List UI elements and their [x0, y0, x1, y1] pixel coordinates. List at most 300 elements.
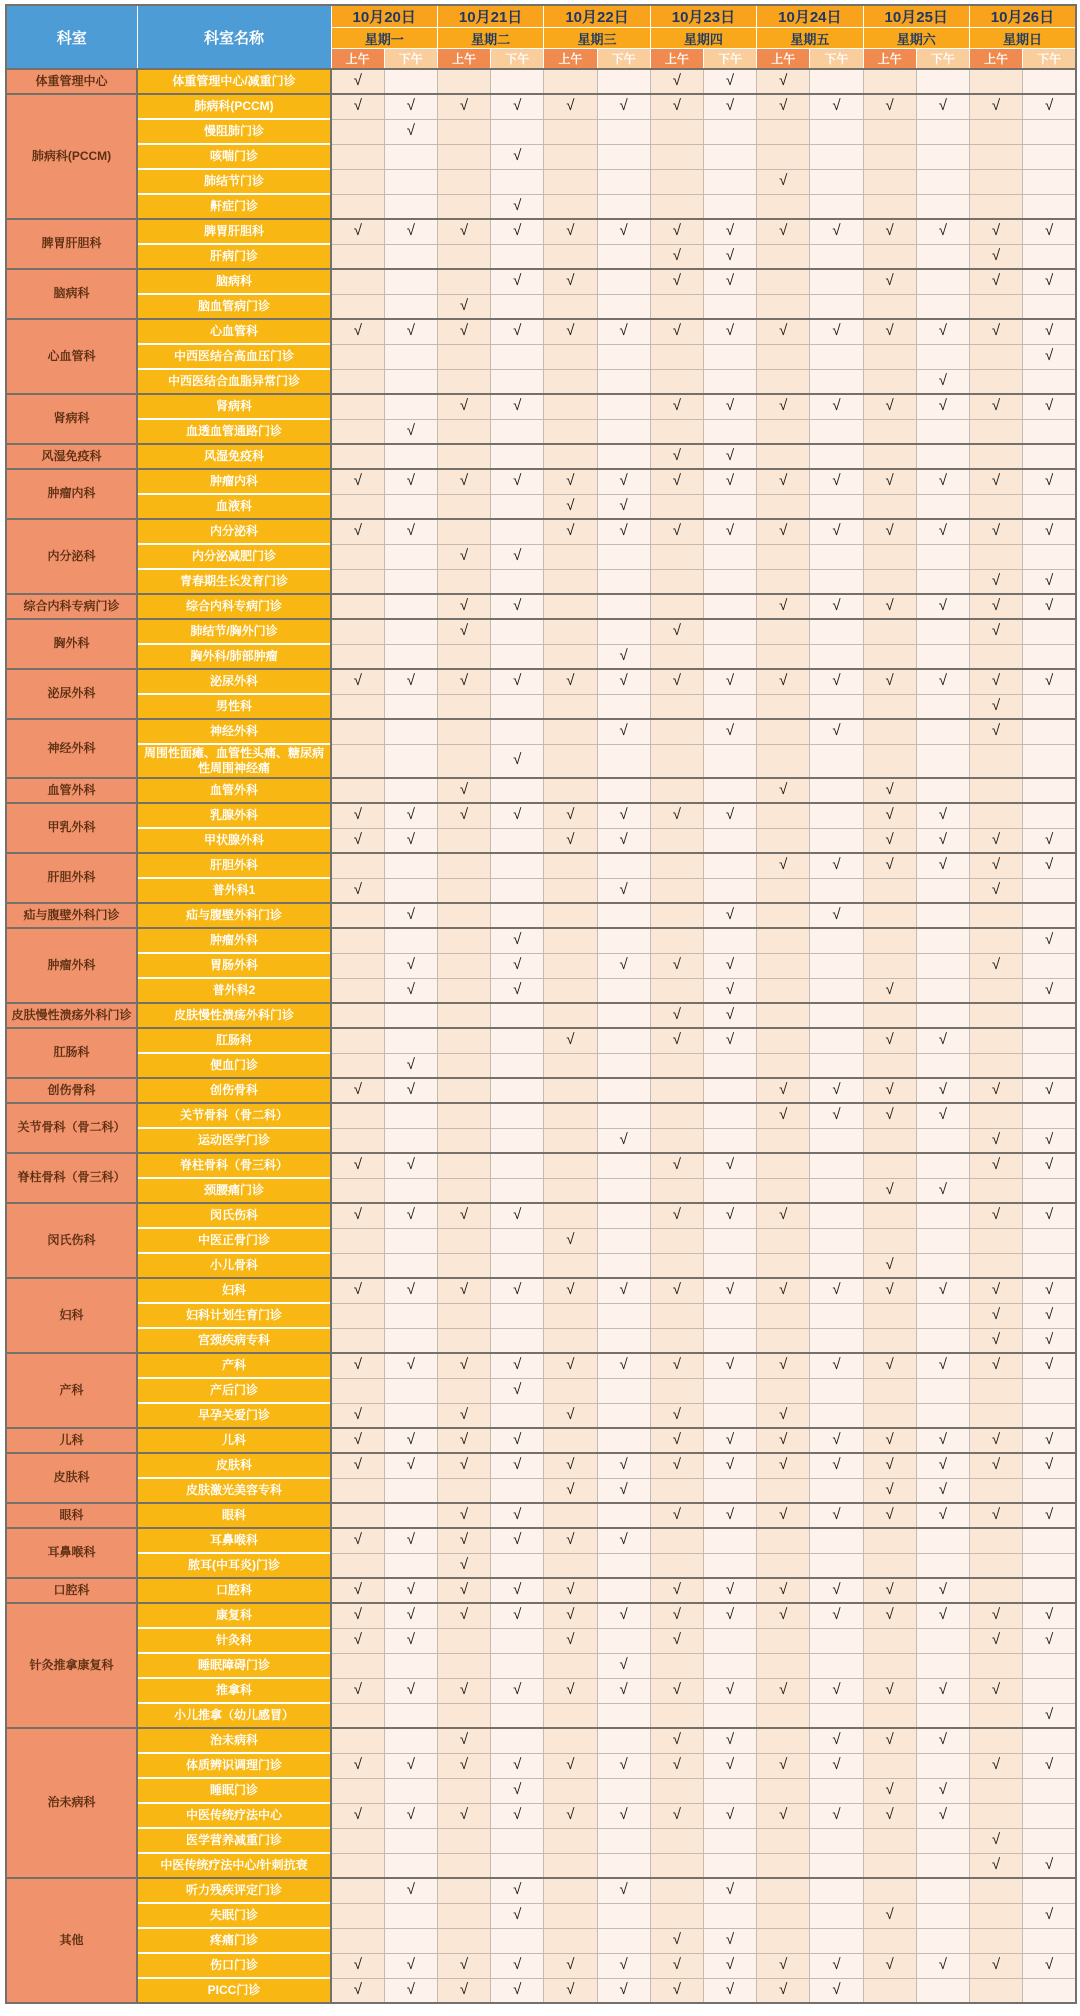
schedule-slot-cell — [331, 828, 384, 853]
schedule-row — [6, 144, 1076, 169]
check-mark: √ — [566, 1606, 575, 1624]
schedule-slot-cell — [1023, 1153, 1076, 1178]
schedule-slot-cell — [757, 269, 810, 294]
schedule-slot-cell — [1023, 569, 1076, 594]
schedule-slot-cell — [1023, 494, 1076, 519]
schedule-slot-cell — [331, 1328, 384, 1353]
check-mark: √ — [406, 1081, 415, 1098]
schedule-slot-cell — [916, 1203, 969, 1228]
schedule-slot-cell — [863, 1403, 916, 1428]
clinic-name-cell: 鼾症门诊 — [137, 194, 331, 219]
check-mark: √ — [885, 97, 894, 115]
check-mark: √ — [779, 1281, 788, 1299]
clinic-name-cell: 口腔科 — [137, 1578, 331, 1603]
check-mark: √ — [566, 1631, 575, 1648]
check-mark: √ — [1044, 97, 1054, 115]
schedule-slot-cell — [969, 853, 1022, 878]
schedule-slot-cell — [650, 1378, 703, 1403]
schedule-slot-cell — [491, 953, 544, 978]
header-weekday: 星期五 — [757, 28, 863, 49]
schedule-slot-cell — [544, 778, 597, 803]
schedule-slot-cell — [810, 1878, 863, 1903]
schedule-slot-cell — [597, 144, 650, 169]
check-mark: √ — [938, 522, 947, 540]
check-mark: √ — [459, 1531, 469, 1549]
schedule-slot-cell — [863, 1578, 916, 1603]
check-mark: √ — [938, 1180, 947, 1198]
schedule-slot-cell — [491, 1103, 544, 1128]
check-mark: √ — [725, 322, 735, 340]
schedule-slot-cell — [969, 1653, 1022, 1678]
schedule-slot-cell — [331, 853, 384, 878]
schedule-slot-cell — [331, 169, 384, 194]
clinic-name-cell: 眼科 — [137, 1503, 331, 1528]
schedule-slot-cell — [544, 1978, 597, 2003]
schedule-slot-cell — [757, 928, 810, 953]
check-mark: √ — [513, 1206, 522, 1224]
schedule-slot-cell — [969, 1253, 1022, 1278]
schedule-row — [6, 569, 1076, 594]
schedule-slot-cell — [384, 1003, 437, 1028]
schedule-slot-cell — [916, 978, 969, 1003]
schedule-slot-cell — [597, 953, 650, 978]
check-mark: √ — [513, 1281, 522, 1299]
schedule-slot-cell — [331, 903, 384, 928]
check-mark: √ — [885, 1956, 894, 1973]
department-group-cell: 闵氏伤科 — [6, 1203, 137, 1278]
clinic-name-cell: 医学营养减重门诊 — [137, 1828, 331, 1853]
check-mark: √ — [513, 672, 522, 690]
schedule-slot-cell — [810, 94, 863, 119]
schedule-slot-cell — [863, 828, 916, 853]
schedule-slot-cell — [810, 219, 863, 244]
schedule-slot-cell — [810, 1003, 863, 1028]
check-mark: √ — [406, 1756, 415, 1773]
schedule-slot-cell — [703, 394, 756, 419]
schedule-slot-cell — [757, 1003, 810, 1028]
schedule-slot-cell — [863, 594, 916, 619]
schedule-slot-cell — [863, 1178, 916, 1203]
schedule-slot-cell — [597, 494, 650, 519]
schedule-slot-cell — [810, 928, 863, 953]
schedule-slot-cell — [916, 294, 969, 319]
check-mark: √ — [725, 1581, 735, 1598]
schedule-slot-cell — [1023, 369, 1076, 394]
check-mark: √ — [672, 1681, 681, 1698]
schedule-slot-cell — [810, 1303, 863, 1328]
schedule-slot-cell — [437, 1053, 490, 1078]
schedule-slot-cell — [597, 669, 650, 694]
schedule-slot-cell — [331, 644, 384, 669]
clinic-name-cell: PICC门诊 — [137, 1978, 331, 2003]
check-mark: √ — [938, 97, 947, 115]
check-mark: √ — [832, 522, 841, 540]
schedule-slot-cell — [384, 853, 437, 878]
schedule-slot-cell — [863, 1628, 916, 1653]
schedule-slot-cell — [703, 903, 756, 928]
schedule-slot-cell — [969, 903, 1022, 928]
schedule-slot-cell — [437, 144, 490, 169]
check-mark: √ — [672, 672, 681, 690]
check-mark: √ — [513, 1781, 522, 1798]
schedule-slot-cell — [863, 1853, 916, 1878]
clinic-name-cell: 体质辨识调理门诊 — [137, 1753, 331, 1778]
schedule-slot-cell — [437, 1503, 490, 1528]
check-mark: √ — [672, 806, 681, 824]
check-mark: √ — [1044, 1855, 1054, 1873]
clinic-name-cell: 中西医结合高血压门诊 — [137, 344, 331, 369]
clinic-name-cell: 肝胆外科 — [137, 853, 331, 878]
schedule-slot-cell — [331, 953, 384, 978]
clinic-name-cell: 治未病科 — [137, 1728, 331, 1753]
schedule-slot-cell — [331, 1903, 384, 1928]
schedule-slot-cell — [969, 1153, 1022, 1178]
check-mark: √ — [832, 222, 841, 240]
schedule-slot-cell — [1023, 469, 1076, 494]
schedule-slot-cell — [916, 1803, 969, 1828]
schedule-slot-cell — [863, 294, 916, 319]
check-mark: √ — [406, 1156, 415, 1174]
schedule-slot-cell — [491, 878, 544, 903]
schedule-slot-cell — [916, 1703, 969, 1728]
schedule-slot-cell — [491, 519, 544, 544]
schedule-slot-cell — [597, 1203, 650, 1228]
schedule-slot-cell — [331, 1653, 384, 1678]
schedule-slot-cell — [597, 544, 650, 569]
check-mark: √ — [619, 1881, 628, 1899]
schedule-slot-cell — [703, 1603, 756, 1628]
schedule-slot-cell — [757, 1828, 810, 1853]
schedule-row — [6, 1678, 1076, 1703]
clinic-name-cell: 推拿科 — [137, 1678, 331, 1703]
schedule-slot-cell — [491, 494, 544, 519]
schedule-slot-cell — [437, 928, 490, 953]
schedule-slot-cell — [597, 1653, 650, 1678]
schedule-slot-cell — [810, 1928, 863, 1953]
department-group-cell: 风湿免疫科 — [6, 444, 137, 469]
check-mark: √ — [725, 522, 735, 540]
schedule-slot-cell — [331, 319, 384, 344]
schedule-slot-cell — [969, 144, 1022, 169]
check-mark: √ — [779, 1756, 788, 1773]
schedule-slot-cell — [969, 1753, 1022, 1778]
schedule-slot-cell — [757, 1303, 810, 1328]
schedule-slot-cell — [597, 853, 650, 878]
check-mark: √ — [566, 97, 575, 115]
schedule-slot-cell — [331, 1428, 384, 1453]
check-mark: √ — [672, 1731, 681, 1749]
schedule-slot-cell — [810, 878, 863, 903]
check-mark: √ — [1044, 1306, 1054, 1323]
schedule-slot-cell — [331, 1128, 384, 1153]
schedule-slot-cell — [1023, 519, 1076, 544]
schedule-slot-cell — [703, 1028, 756, 1053]
check-mark: √ — [991, 672, 1001, 690]
schedule-slot-cell — [544, 1678, 597, 1703]
check-mark: √ — [566, 1356, 575, 1374]
check-mark: √ — [513, 1531, 522, 1549]
schedule-slot-cell — [384, 1228, 437, 1253]
check-mark: √ — [619, 1756, 628, 1773]
schedule-slot-cell — [650, 569, 703, 594]
clinic-name-cell: 疝与腹壁外科门诊 — [137, 903, 331, 928]
schedule-slot-cell — [331, 1253, 384, 1278]
schedule-slot-cell — [703, 369, 756, 394]
schedule-slot-cell — [491, 644, 544, 669]
check-mark: √ — [1044, 672, 1054, 690]
check-mark: √ — [832, 1806, 841, 1823]
schedule-slot-cell — [384, 1703, 437, 1728]
schedule-slot-cell — [384, 1853, 437, 1878]
schedule-slot-cell — [757, 219, 810, 244]
check-mark: √ — [832, 1281, 841, 1299]
schedule-slot-cell — [597, 594, 650, 619]
check-mark: √ — [1044, 1906, 1054, 1923]
check-mark: √ — [938, 222, 947, 240]
check-mark: √ — [938, 397, 947, 415]
schedule-slot-cell — [1023, 1353, 1076, 1378]
schedule-slot-cell — [757, 1578, 810, 1603]
check-mark: √ — [1044, 1081, 1054, 1098]
schedule-slot-cell — [544, 853, 597, 878]
schedule-slot-cell — [1023, 1603, 1076, 1628]
check-mark: √ — [991, 1156, 1001, 1174]
schedule-slot-cell — [544, 1328, 597, 1353]
schedule-slot-cell — [863, 1453, 916, 1478]
schedule-slot-cell — [544, 444, 597, 469]
schedule-slot-cell — [916, 94, 969, 119]
check-mark: √ — [406, 472, 415, 490]
schedule-slot-cell — [916, 469, 969, 494]
clinic-name-cell: 乳腺外科 — [137, 803, 331, 828]
schedule-slot-cell — [703, 1478, 756, 1503]
schedule-slot-cell — [863, 344, 916, 369]
check-mark: √ — [938, 1106, 947, 1124]
schedule-slot-cell — [810, 1753, 863, 1778]
schedule-slot-cell — [491, 1903, 544, 1928]
schedule-slot-cell — [1023, 394, 1076, 419]
schedule-slot-cell — [650, 469, 703, 494]
schedule-slot-cell — [703, 1128, 756, 1153]
schedule-row — [6, 344, 1076, 369]
check-mark: √ — [725, 1456, 735, 1474]
schedule-slot-cell — [1023, 444, 1076, 469]
schedule-slot-cell — [1023, 244, 1076, 269]
department-group-cell: 肾病科 — [6, 394, 137, 444]
schedule-slot-cell — [757, 1878, 810, 1903]
schedule-slot-cell — [544, 619, 597, 644]
schedule-slot-cell — [491, 1353, 544, 1378]
schedule-slot-cell — [810, 1428, 863, 1453]
schedule-slot-cell — [491, 144, 544, 169]
schedule-slot-cell — [916, 669, 969, 694]
check-mark: √ — [885, 1506, 894, 1523]
schedule-row — [6, 1403, 1076, 1428]
schedule-slot-cell — [597, 1303, 650, 1328]
schedule-row — [6, 194, 1076, 219]
schedule-row — [6, 1628, 1076, 1653]
check-mark: √ — [459, 1555, 469, 1573]
check-mark: √ — [459, 1506, 469, 1523]
schedule-slot-cell — [544, 294, 597, 319]
clinic-name-cell: 中医正骨门诊 — [137, 1228, 331, 1253]
schedule-slot-cell — [437, 669, 490, 694]
check-mark: √ — [406, 421, 415, 439]
schedule-slot-cell — [969, 1028, 1022, 1053]
schedule-slot-cell — [810, 1453, 863, 1478]
schedule-slot-cell — [757, 1228, 810, 1253]
schedule-slot-cell — [597, 1128, 650, 1153]
schedule-slot-cell — [969, 1828, 1022, 1853]
schedule-slot-cell — [703, 169, 756, 194]
schedule-slot-cell — [384, 1028, 437, 1053]
schedule-row — [6, 1703, 1076, 1728]
schedule-slot-cell — [491, 1303, 544, 1328]
schedule-slot-cell — [437, 1728, 490, 1753]
schedule-slot-cell — [810, 544, 863, 569]
schedule-slot-cell — [916, 1353, 969, 1378]
schedule-slot-cell — [810, 828, 863, 853]
check-mark: √ — [885, 830, 894, 848]
schedule-slot-cell — [969, 1228, 1022, 1253]
schedule-slot-cell — [863, 369, 916, 394]
department-group-cell: 关节骨科（骨二科） — [6, 1103, 137, 1153]
schedule-slot-cell — [703, 828, 756, 853]
check-mark: √ — [513, 931, 522, 949]
schedule-slot-cell — [810, 144, 863, 169]
schedule-slot-cell — [1023, 1753, 1076, 1778]
schedule-slot-cell — [703, 1853, 756, 1878]
check-mark: √ — [619, 1980, 628, 1998]
schedule-slot-cell — [1023, 1003, 1076, 1028]
schedule-slot-cell — [384, 244, 437, 269]
schedule-row — [6, 1978, 1076, 2003]
schedule-slot-cell — [916, 1153, 969, 1178]
schedule-row — [6, 244, 1076, 269]
check-mark: √ — [885, 472, 894, 490]
schedule-slot-cell — [491, 1078, 544, 1103]
schedule-slot-cell — [969, 1128, 1022, 1153]
schedule-slot-cell — [916, 903, 969, 928]
schedule-slot-cell — [544, 1553, 597, 1578]
schedule-slot-cell — [650, 1478, 703, 1503]
check-mark: √ — [619, 956, 628, 973]
schedule-slot-cell — [916, 69, 969, 94]
schedule-slot-cell — [969, 1003, 1022, 1028]
schedule-slot-cell — [437, 69, 490, 94]
schedule-slot-cell — [1023, 744, 1076, 778]
schedule-slot-cell — [437, 1128, 490, 1153]
schedule-slot-cell — [969, 1678, 1022, 1703]
check-mark: √ — [406, 906, 415, 923]
schedule-slot-cell — [491, 694, 544, 719]
schedule-slot-cell — [597, 1803, 650, 1828]
clinic-name-cell: 运动医学门诊 — [137, 1128, 331, 1153]
schedule-slot-cell — [650, 1003, 703, 1028]
clinic-name-cell: 普外科2 — [137, 978, 331, 1003]
schedule-slot-cell — [491, 194, 544, 219]
schedule-slot-cell — [331, 344, 384, 369]
schedule-slot-cell — [650, 744, 703, 778]
check-mark: √ — [619, 496, 628, 514]
department-group-cell: 肝胆外科 — [6, 853, 137, 903]
clinic-name-cell: 血透血管通路门诊 — [137, 419, 331, 444]
clinic-name-cell: 妇科计划生育门诊 — [137, 1303, 331, 1328]
schedule-slot-cell — [544, 1428, 597, 1453]
schedule-slot-cell — [1023, 69, 1076, 94]
schedule-slot-cell — [703, 1778, 756, 1803]
check-mark: √ — [1044, 1356, 1054, 1374]
schedule-slot-cell — [1023, 1453, 1076, 1478]
check-mark: √ — [1044, 1431, 1054, 1448]
schedule-slot-cell — [544, 244, 597, 269]
schedule-slot-cell — [969, 519, 1022, 544]
check-mark: √ — [991, 1456, 1001, 1474]
check-mark: √ — [991, 1956, 1001, 1973]
schedule-slot-cell — [437, 244, 490, 269]
schedule-slot-cell — [810, 244, 863, 269]
schedule-slot-cell — [384, 1103, 437, 1128]
schedule-slot-cell — [544, 319, 597, 344]
schedule-slot-cell — [810, 744, 863, 778]
check-mark: √ — [779, 597, 788, 614]
schedule-slot-cell — [491, 319, 544, 344]
schedule-slot-cell — [437, 1828, 490, 1853]
schedule-slot-cell — [757, 1403, 810, 1428]
schedule-slot-cell — [703, 1003, 756, 1028]
schedule-slot-cell — [384, 828, 437, 853]
schedule-slot-cell — [810, 194, 863, 219]
schedule-slot-cell — [863, 469, 916, 494]
schedule-slot-cell — [757, 1503, 810, 1528]
schedule-slot-cell — [491, 1428, 544, 1453]
clinic-name-cell: 妇科 — [137, 1278, 331, 1303]
schedule-slot-cell — [969, 419, 1022, 444]
schedule-slot-cell — [703, 1078, 756, 1103]
check-mark: √ — [406, 1881, 415, 1899]
check-mark: √ — [938, 1031, 947, 1049]
schedule-slot-cell — [863, 519, 916, 544]
check-mark: √ — [459, 1980, 469, 1998]
schedule-slot-cell — [544, 1078, 597, 1103]
check-mark: √ — [672, 622, 681, 640]
schedule-slot-cell — [597, 469, 650, 494]
schedule-slot-cell — [544, 1003, 597, 1028]
schedule-slot-cell — [597, 269, 650, 294]
schedule-slot-cell — [491, 69, 544, 94]
check-mark: √ — [885, 1456, 894, 1474]
schedule-slot-cell — [863, 1128, 916, 1153]
schedule-slot-cell — [491, 1053, 544, 1078]
schedule-slot-cell — [757, 1728, 810, 1753]
schedule-slot-cell — [491, 828, 544, 853]
schedule-row — [6, 803, 1076, 828]
schedule-slot-cell — [331, 694, 384, 719]
department-group-cell: 脊柱骨科（骨三科） — [6, 1153, 137, 1203]
check-mark: √ — [513, 196, 522, 214]
check-mark: √ — [513, 980, 522, 998]
check-mark: √ — [991, 722, 1001, 740]
schedule-slot-cell — [331, 1828, 384, 1853]
schedule-slot-cell — [757, 194, 810, 219]
schedule-slot-cell — [916, 1928, 969, 1953]
schedule-slot-cell — [331, 1603, 384, 1628]
schedule-slot-cell — [331, 1028, 384, 1053]
schedule-slot-cell — [810, 1853, 863, 1878]
schedule-slot-cell — [916, 1303, 969, 1328]
check-mark: √ — [779, 472, 788, 490]
schedule-slot-cell — [384, 1428, 437, 1453]
